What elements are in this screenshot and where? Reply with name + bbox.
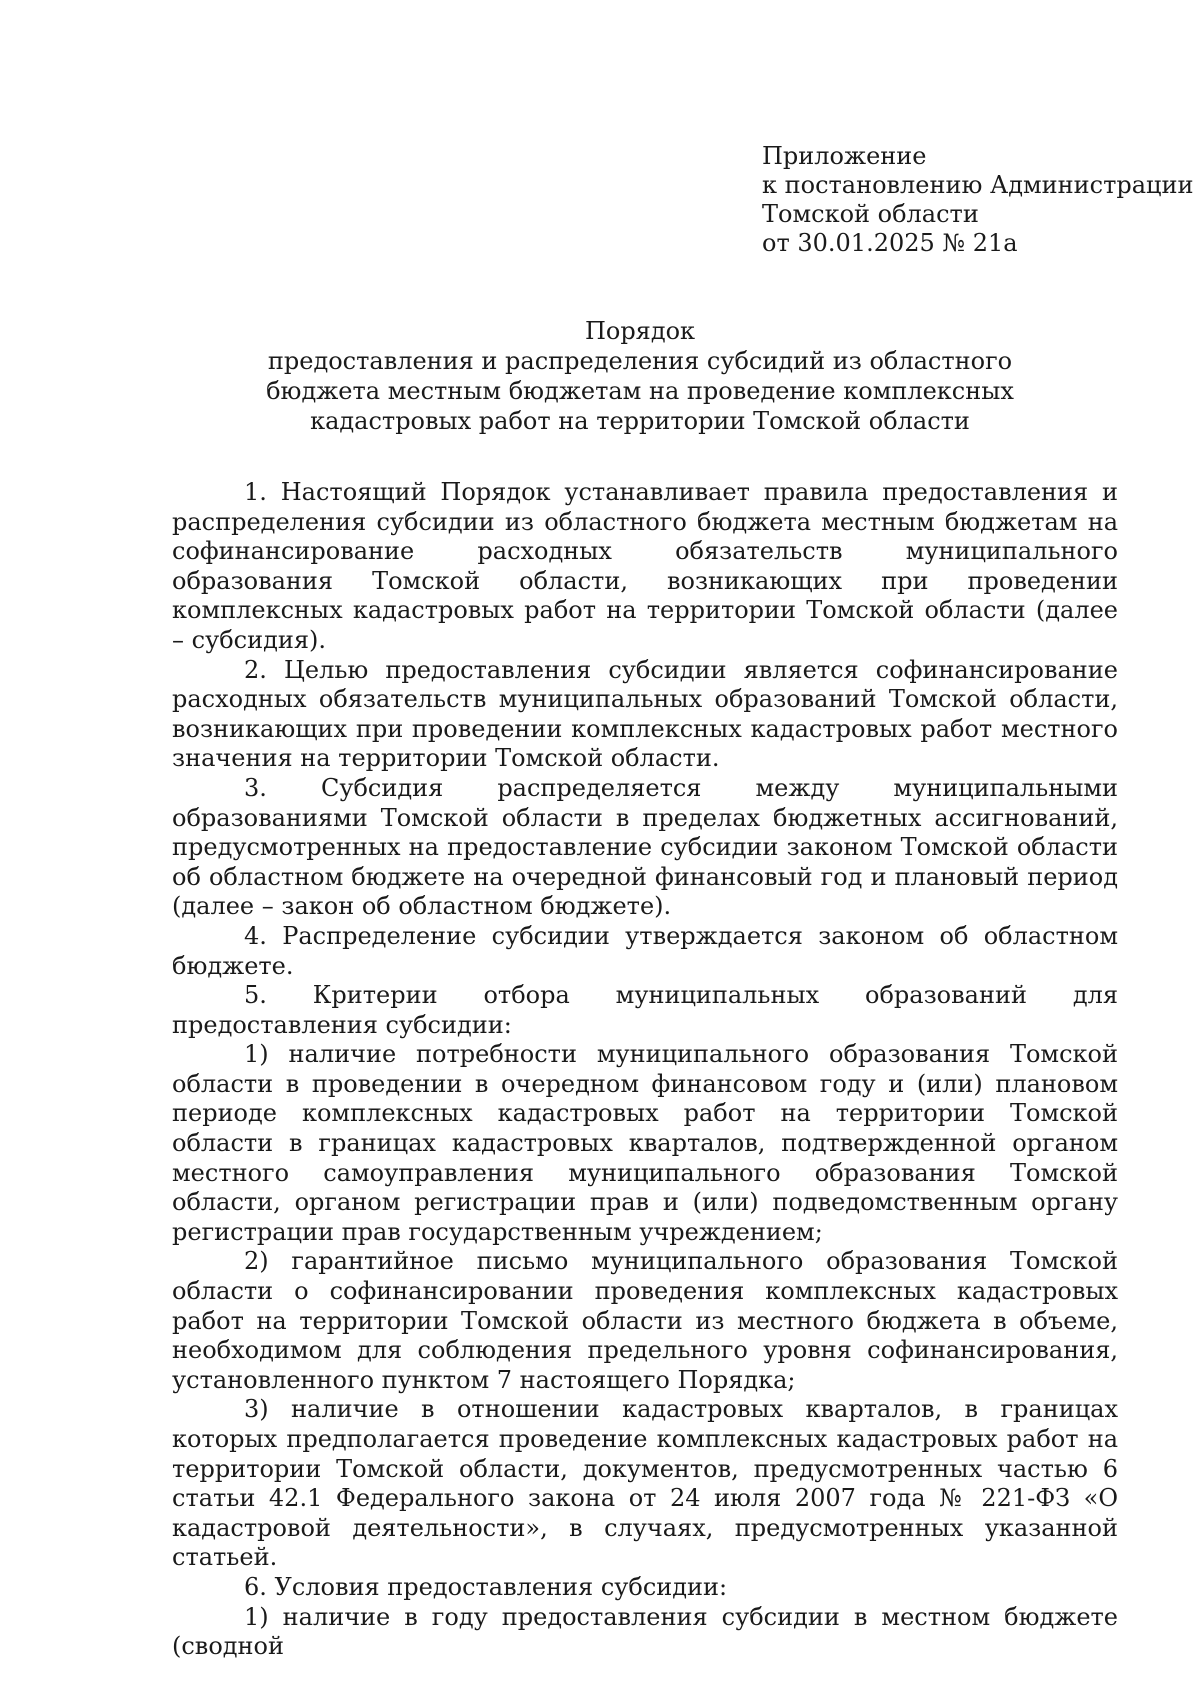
appendix-date-number: от 30.01.2025 № 21а: [762, 229, 1018, 257]
title-heading: Порядок: [584, 317, 696, 345]
appendix-line: к постановлению Администрации: [762, 171, 1194, 199]
paragraph-2: 2. Целью предоставления субсидии является софинансирование расходных обязательств муниципальных образований Томской области, возникающих при проведении комплексных кадастровых работ местного значения на территории Томской области.: [172, 655, 1118, 773]
paragraph-5: 5. Критерии отбора муниципальных образований для предоставления субсидии:: [172, 981, 1118, 1039]
paragraph-5-item-3: 3) наличие в отношении кадастровых кварталов, в границах которых предполагается проведение комплексных кадастровых работ на территории Томской области, документов, предусмотренных частью 6 статьи 42.1 Федерального закона от 24 июля 2007 года № 221-ФЗ «О кадастровой деятельности», в случаях, предусмотренных указанной статьей.: [172, 1395, 1118, 1572]
appendix-block: [762, 142, 1193, 258]
paragraph-1: 1. Настоящий Порядок устанавливает правила предоставления и распределения субсидии из областного бюджета местным бюджетам на софинансирование расходных обязательств муниципального образования Томской области, возникающих при проведении комплексных кадастровых работ на территории Томской области (далее – субсидия).: [172, 478, 1118, 654]
paragraph-4: 4. Распределение субсидии утверждается законом об областном бюджете.: [172, 921, 1118, 980]
title-line: бюджета местным бюджетам на проведение комплексных: [266, 377, 1014, 405]
paragraph-3: 3. Субсидия распределяется между муниципальными образованиями Томской области в пределах бюджетных ассигнований, предусмотренных на предоставление субсидии законом Томской области об областном бюджете на очередной финансовый год и плановый период (далее – закон об областном бюджете).: [172, 773, 1118, 921]
document-title: [160, 316, 1120, 436]
title-line: кадастровых работ на территории Томской области: [310, 407, 970, 435]
paragraph-6: 6. Условия предоставления субсидии:: [244, 1572, 728, 1601]
paragraph-5-item-2: 2) гарантийное письмо муниципального образования Томской области о софинансировании проведения комплексных кадастровых работ на территории Томской области из местного бюджета в объеме, необходимом для соблюдения предельного уровня софинансирования, установленного пунктом 7 настоящего Порядка;: [172, 1247, 1118, 1394]
document-body: [172, 478, 1118, 1662]
paragraph-6-item-1: 1) наличие в году предоставления субсидии в местном бюджете (сводной: [172, 1602, 1118, 1661]
paragraph-5-item-1: 1) наличие потребности муниципального образования Томской области в проведении в очередном финансовом году и (или) плановом периоде комплексных кадастровых работ на территории Томской области в границах кадастровых кварталов, подтвержденной органом местного самоуправления муниципального образования Томской области, органом регистрации прав и (или) подведомственным органу регистрации прав государственным учреждением;: [172, 1040, 1118, 1246]
appendix-line: Приложение: [762, 142, 927, 170]
title-line: предоставления и распределения субсидий из областного: [267, 347, 1013, 375]
appendix-line: Томской области: [762, 200, 979, 228]
